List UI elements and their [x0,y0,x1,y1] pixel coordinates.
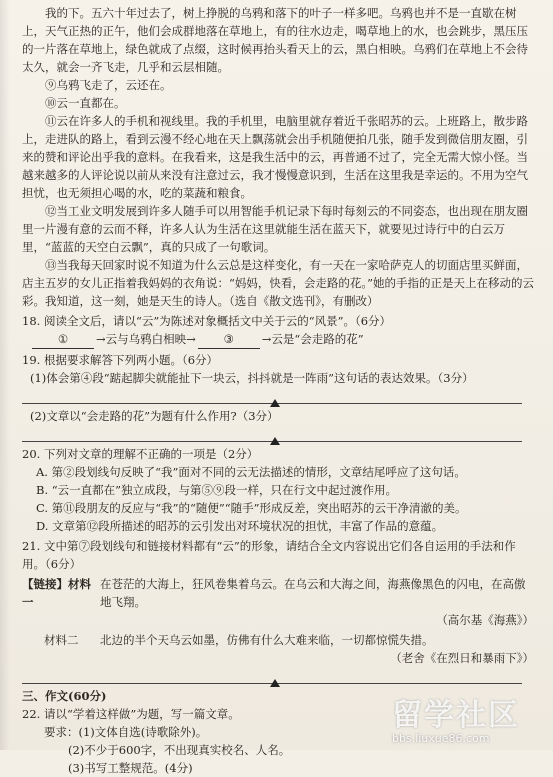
answer-line-21[interactable] [22,669,522,684]
passage-paragraph-10: ⑩云一直都在。 [45,96,126,110]
question-20-stem: 20. 下列对文章的理解不正确的一项是（2分） [22,447,259,461]
question-18-chain [22,330,534,349]
section-writing-title: 三、作文(60分) [22,689,107,703]
exam-content [22,4,534,777]
material-two-label: 材料二 [44,633,79,647]
answer-marker [270,437,280,445]
passage-paragraph-11: ⑪云在许多人的手机和视线里。我的手机里，电脑里就存着近千张昭苏的云。上班路上，散步路上，走进队的路上，看到云漫不经心地在天上飘荡就会出手机随便拍几张，随手发到微信朋友圈，引来的赞和评论出乎我的意料。在我看来，这是我生活中的云，再普通不过了，完全无需大惊小怪。当越来越多的人评论说以前从来没有注意过云，我才慢慢意识到，生活在这里我是幸运的。不用为空气担忧，也无须担心喝的水，吃的菜蔬和粮食。 [22,114,528,200]
requirement-3: (3)书写工整规范。(4分) [68,761,193,775]
page-shadow [0,0,10,750]
question-20-options [22,463,534,535]
answer-line-19-1[interactable] [22,389,522,404]
link-label: 【链接】材料一 [22,577,91,609]
material-two-text: 北边的半个天乌云如墨，仿佛有什么大难来临，一切都惊慌失措。 [100,633,434,647]
option-a[interactable]: A. 第②段划线句反映了“我”面对不同的云无法描述的情形，文章结尾呼应了这句话。 [36,465,466,479]
site-watermark [392,690,552,748]
material-one [22,575,534,611]
chain-middle: →云与乌鸦白相映→ [96,332,196,346]
question-22-stem: 22. 请以“学着这样做”为题，写一篇文章。 [22,707,240,721]
material-one-source: （高尔基《海燕》） [436,613,534,627]
watermark-url: bbs.liuxue86.com [392,732,490,745]
answer-marker [270,679,280,687]
passage-paragraph-intro: 我的下。五六十年过去了，树上挣脱的乌鸦和落下的叶子一样多吧。乌鸦也并不是一直歇在树上，天气正热的正午，他们会成群地落在草地上，有的往水边走，喝草地上的水，也会跳步，黑压压的一片落在草地上，绿色就成了点缀，这时候再抬头看天上的云，黑白相映。乌鸦们在草地上不会待太久，就会一齐飞走，几乎和云层相随。 [22,6,528,74]
option-c[interactable]: C. 第⑪段朋友的反应与“我”的“随便”“随手”形成反差，突出昭苏的云干净清澈的美。 [36,501,467,515]
option-d[interactable]: D. 文章第⑫段所描述的昭苏的云引发出对环境状况的担忧，丰富了作品的意蕴。 [36,519,444,533]
passage-source: （选自《散文选刊》，有删改） [229,294,379,308]
watermark-brand: 留学社区 [392,698,520,733]
answer-line-19-2[interactable] [22,427,522,442]
passage-paragraph-13-text: ⑬当我每天回家时说不知道为什么云总是这样变化，有一天在一家哈萨克人的切面店里买鲜面，店主五岁的女儿正指着我妈妈的衣角说：“妈妈，快看，会走路的花。”她的手指的正是天上在移动的云彩。我知道，这一刻，她是天生的诗人。 [22,258,535,308]
blank-3[interactable]: ③ [198,330,260,349]
requirement-2: (2)不少于600字，不出现真实校名、人名。 [68,743,291,757]
question-18-stem: 18. 阅读全文后，请以“云”为陈述对象概括文中关于云的“风景”。（6分） [22,314,392,328]
material-two [22,631,534,649]
requirement-1: 要求：(1)文体自选(诗歌除外)。 [44,725,208,739]
blank-1[interactable]: ① [32,330,94,349]
question-19-sub2: (2)文章以“会走路的花”为题有什么作用?（3分） [30,409,279,423]
question-19-stem: 19. 根据要求解答下列两小题。（6分） [22,353,219,367]
passage-paragraph-13 [22,256,534,310]
material-one-text: 在苍茫的大海上，狂风卷集着乌云。在乌云和大海之间，海燕像黑色的闪电，在高傲地飞翔。 [100,577,526,609]
material-two-source: （老舍《在烈日和暴雨下》） [390,651,534,665]
question-21-stem: 21. 文中第⑦段划线句和链接材料都有“云”的形象，请结合全文内容说出它们各自运用的手法和作用。（6分） [22,539,516,571]
question-19-sub1: (1)体会第④段“踮起脚尖就能扯下一块云，抖抖就是一阵雨”这句话的表达效果。（3分） [30,371,474,385]
passage-paragraph-12: ⑫当工业文明发展到许多人随手可以用智能手机记录下每时每刻云的不同姿态，也出现在朋友圈里一片漫有意的云而不释，许多人认为生活在这里就能生活在蓝天下，就要见过诗行中的白云万里，“蓝蓝的天空白云飘”，真的只成了一句歌词。 [22,204,528,254]
answer-marker [270,399,280,407]
option-b[interactable]: B. “云一直都在”独立成段，与第⑤⑨段一样，只在行文中起过渡作用。 [36,483,398,497]
chain-end: →云是“会走路的花” [261,332,364,346]
passage-paragraph-9: ⑨乌鸦飞走了，云还在。 [45,78,172,92]
